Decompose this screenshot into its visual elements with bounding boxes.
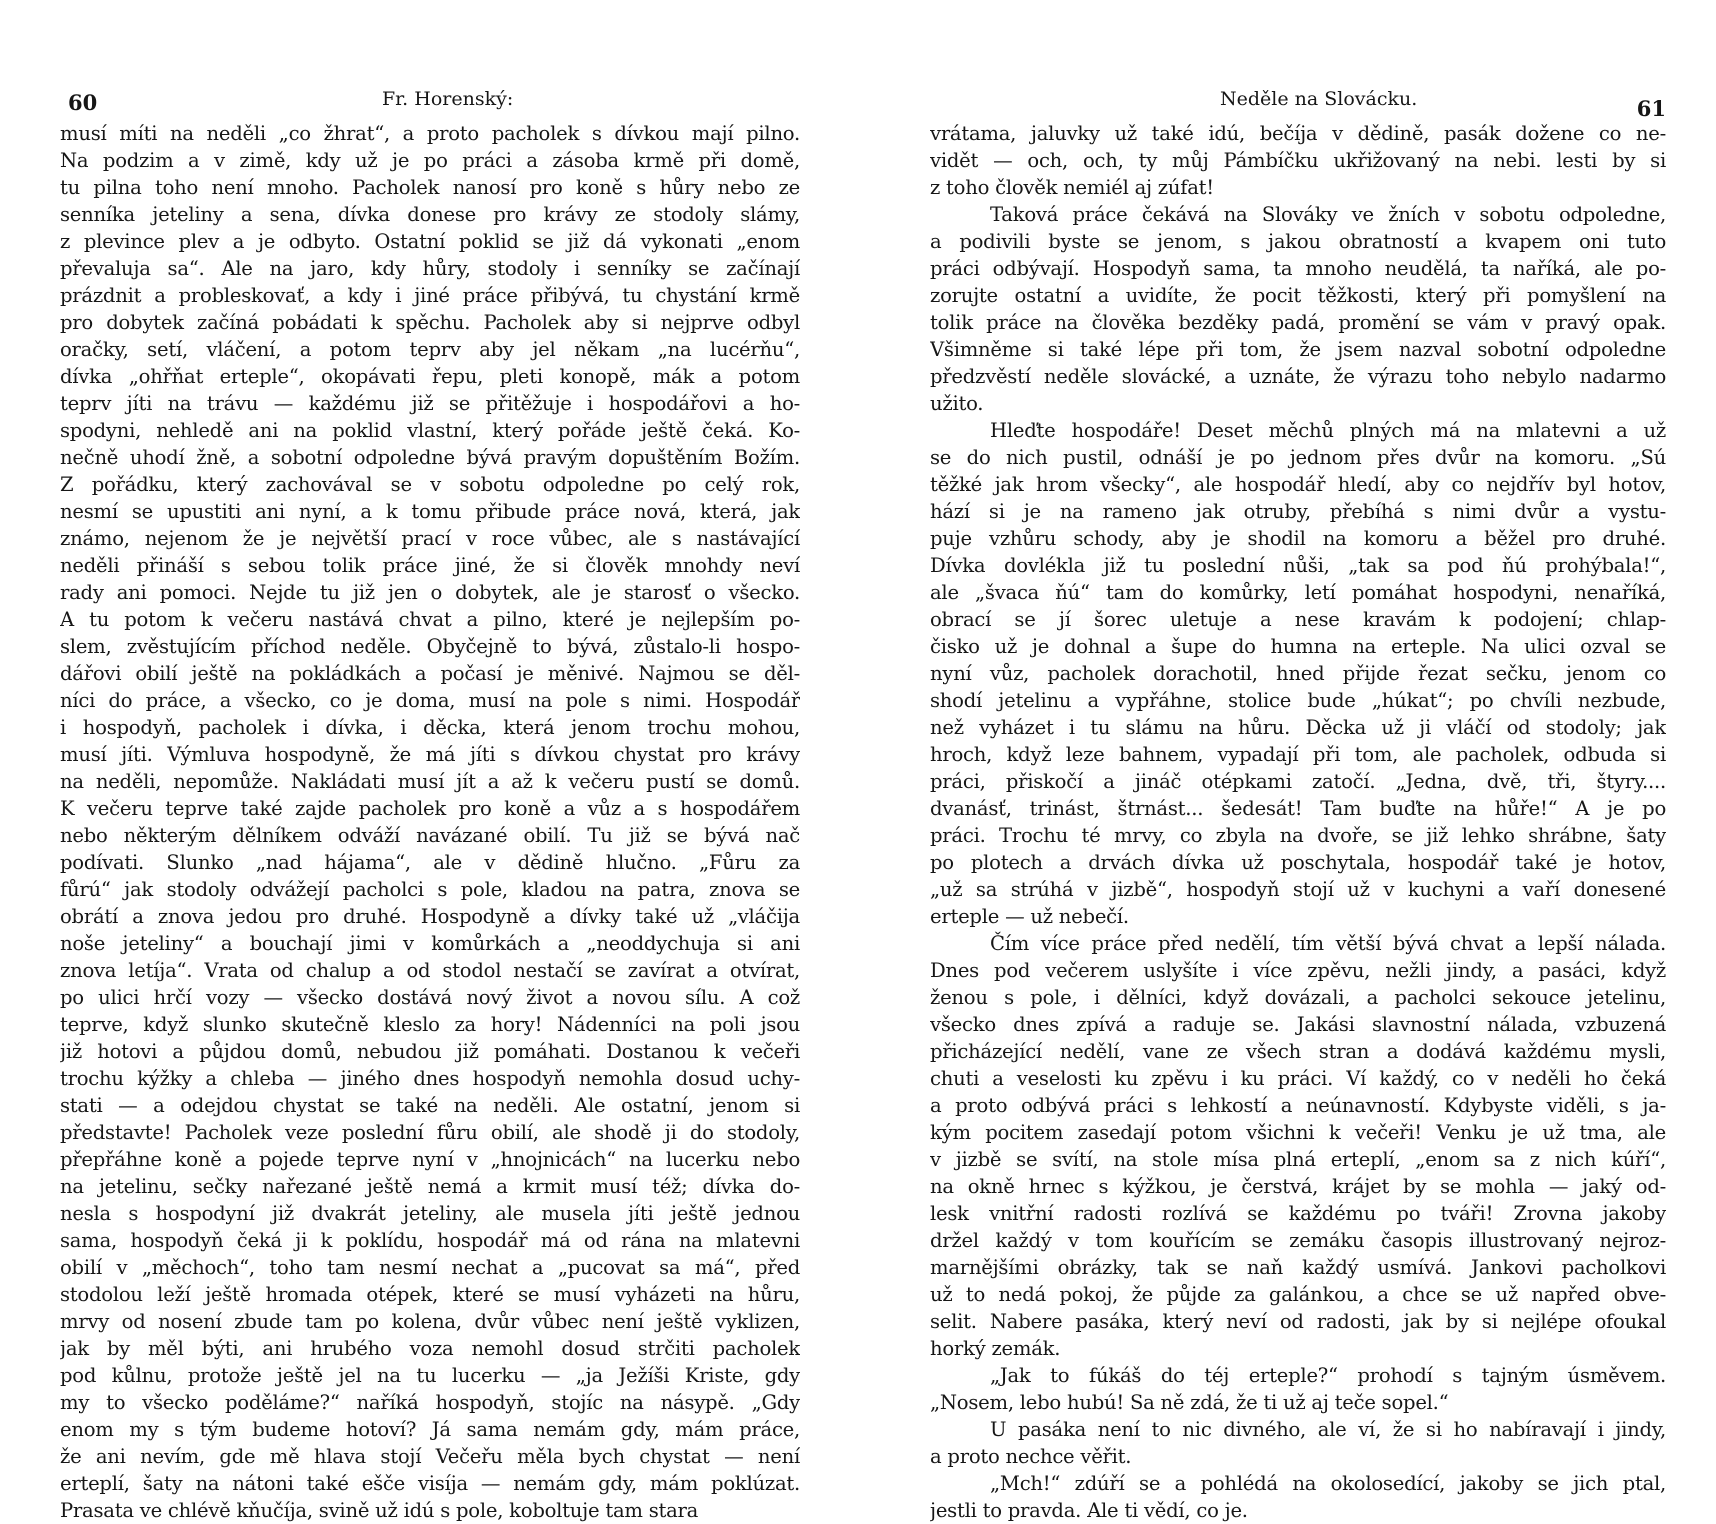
text-line: na neděli, nepomůže. Nakládati musí jít a až k večeru pustí se domů. <box>60 770 800 793</box>
text-line: selit. Nabere pasáka, který neví od radosti, jak by si nejlépe ofoukal <box>930 1310 1666 1333</box>
text-line: vrátama, jaluvky už také idú, bečíja v dědině, pasák dožene co ne- <box>930 122 1666 145</box>
text-line: erteple — už nebečí. <box>930 905 1129 928</box>
text-line: nesmí se upustiti ani nyní, a k tomu přibude práce nová, která, jak <box>60 500 800 523</box>
text-line: práci. Trochu té mrvy, co zbyla na dvoře, se již lehko shrábne, šaty <box>930 824 1666 847</box>
text-line: Dívka dovlékla již tu poslední nůši, „tak sa pod ňú prohýbala!“, <box>930 554 1666 577</box>
text-line: U pasáka není to nic divného, ale ví, že si ho nabíravají i jindy, <box>990 1418 1666 1441</box>
text-line: přepřáhne koně a pojede teprve nyní v „hnojnicách“ na lucerku nebo <box>60 1148 800 1171</box>
text-line: A tu potom k večeru nastává chvat a pilno, které je nejlepším po- <box>60 608 800 631</box>
text-line: nečně uhodí žně, a sobotní odpoledne bývá pravým dopuštěním Božím. <box>60 446 800 469</box>
text-line: znova letíja“. Vrata od chalup a od stodol nestačí se zavírat a otvírat, <box>60 959 800 982</box>
text-line: čisko už je dohnal a šupe do humna na erteple. Na ulici ozval se <box>930 635 1666 658</box>
text-line: než vyházet i tu slámu na hůru. Děcka už ji vláčí od stodoly; jak <box>930 716 1666 739</box>
text-line: fůrú“ jak stodoly odvážejí pacholci s pole, kladou na patra, znova se <box>60 878 800 901</box>
running-head: Fr. Horenský: <box>382 88 514 110</box>
text-line: erteplí, šaty na nátoni také ešče visíja — nemám gdy, mám poklúzat. <box>60 1472 800 1495</box>
text-line: a podivili byste se jenom, s jakou obratností a kvapem oni tuto <box>930 230 1666 253</box>
text-line: Prasata ve chlévě kňučíja, svině už idú s pole, koboltuje tam stara <box>60 1499 699 1522</box>
text-line: a proto odbývá práci s lehkostí a neúnavností. Kdybyste viděli, s ja- <box>930 1094 1666 1117</box>
text-line: jak by měl býti, ani hrubého voza nemohl dosud strčiti pacholek <box>60 1337 800 1360</box>
text-line: nyní vůz, pacholek dorachotil, hned přijde řezat sečku, jenom co <box>930 662 1666 685</box>
text-line: dvanásť, trinást, štrnást... šedesát! Tam buďte na hůře!“ A je po <box>930 797 1666 820</box>
text-line: obilí v „měchoch“, toho tam nesmí nechat a „pucovat sa má“, před <box>60 1256 800 1279</box>
text-line: ale „švaca ňú“ tam do komůrky, letí pomáhat hospodyni, nenaříká, <box>930 581 1666 604</box>
text-line: Čím více práce před nedělí, tím větší bývá chvat a lepší nálada. <box>990 932 1666 955</box>
text-line: obrací se jí šorec uletuje a nese kravám k podojení; chlap- <box>930 608 1666 631</box>
text-line: že ani nevím, gde mě hlava stojí Večeřu měla bych chystat — není <box>60 1445 800 1468</box>
text-line: „Mch!“ zdúří se a pohlédá na okolosedící, jakoby se jich ptal, <box>990 1472 1666 1495</box>
text-line: Taková práce čekává na Slováky ve žních v sobotu odpoledne, <box>990 203 1666 226</box>
text-line: „Jak to fúkáš do téj erteple?“ prohodí s tajným úsměvem. <box>990 1364 1666 1387</box>
text-line: hází si je na rameno jak otruby, přebíhá s nimi dvůr a vystu- <box>930 500 1666 523</box>
text-line: ženou s pole, i dělníci, když dovázali, a pacholci sekouce jetelinu, <box>930 986 1666 1009</box>
text-line: již hotovi a půjdou domů, nebudou již pomáhati. Dostanou k večeři <box>60 1040 800 1063</box>
text-line: stodolou leží ještě hromada otépek, které se musí vyházeti na hůru, <box>60 1283 800 1306</box>
text-line: Všimněme si také lépe při tom, že jsem nazval sobotní odpoledne <box>930 338 1666 361</box>
text-line: jestli to pravda. Ale ti vědí, co je. <box>930 1499 1248 1522</box>
text-line: prázdnit a probleskovať, a kdy i jiné práce přibývá, tu chystání krmě <box>60 284 800 307</box>
text-line: tolik práce na člověka bezděky padá, promění se vám v pravý opak. <box>930 311 1666 334</box>
text-line: držel každý v tom kouřícím se zemáku časopis illustrovaný nejroz- <box>930 1229 1666 1252</box>
page-text <box>60 120 800 1524</box>
text-line: hroch, když leze bahnem, vypadají při tom, ale pacholek, odbuda si <box>930 743 1666 766</box>
text-line: enom my s tým budeme hotoví? Já sama nemám gdy, mám práce, <box>60 1418 800 1441</box>
running-head: Neděle na Slovácku. <box>1220 88 1418 110</box>
text-line: a proto nechce věřit. <box>930 1445 1132 1468</box>
text-line: z toho člověk nemiél aj zúfat! <box>930 176 1214 199</box>
text-line: puje vzhůru schody, aby je shodil na komoru a běžel pro druhé. <box>930 527 1666 550</box>
left-page <box>60 0 800 1524</box>
text-line: musí jíti. Výmluva hospodyně, že má jíti s dívkou chystat pro krávy <box>60 743 800 766</box>
text-line: zorujte ostatní a uvidíte, že pocit těžkosti, který při pomyšlení na <box>930 284 1666 307</box>
page-header <box>60 0 800 120</box>
text-line: předzvěstí neděle slovácké, a uznáte, že výrazu toho nebylo nadarmo <box>930 365 1666 388</box>
page-header <box>930 0 1666 120</box>
text-line: stati — a odejdou chystat se také na neděli. Ale ostatní, jenom si <box>60 1094 800 1117</box>
text-line: neděli přináší s sebou tolik práce jiné, že si člověk mnohdy neví <box>60 554 800 577</box>
text-line: práci odbývají. Hospodyň sama, ta mnoho neudělá, ta naříká, ale po- <box>930 257 1666 280</box>
text-line: pod kůlnu, protože ještě jel na tu lucerku — „ja Ježíši Kriste, gdy <box>60 1364 800 1387</box>
text-line: na jetelinu, sečky nařezané ještě nemá a krmit musí též; dívka do- <box>60 1175 800 1198</box>
text-line: shodí jetelinu a vypřáhne, stolice bude „húkat“; po chvíli nezbude, <box>930 689 1666 712</box>
text-line: teprve, když slunko skutečně kleslo za hory! Nádenníci na poli jsou <box>60 1013 800 1036</box>
text-line: z plevince plev a je odbyto. Ostatní poklid se již dá vykonati „enom <box>60 230 800 253</box>
text-line: trochu kýžky a chleba — jiného dnes hospodyň nemohla dosud uchy- <box>60 1067 800 1090</box>
text-line: po ulici hrčí vozy — všecko dostává nový život a novou sílu. A což <box>60 986 800 1009</box>
text-line: v jizbě se svítí, na stole mísa plná erteplí, „enom sa z nich kúří“, <box>930 1148 1666 1171</box>
text-line: my to všecko poděláme?“ naříká hospodyň, stojíc na násypě. „Gdy <box>60 1391 800 1414</box>
text-line: i hospodyň, pacholek i dívka, i děcka, která jenom trochu mohou, <box>60 716 800 739</box>
text-line: senníka jeteliny a sena, dívka donese pro krávy ze stodoly slámy, <box>60 203 800 226</box>
text-line: níci do práce, a všecko, co je doma, musí na pole s nimi. Hospodář <box>60 689 800 712</box>
text-line: tu pilna toho není mnoho. Pacholek nanosí pro koně s hůry nebo ze <box>60 176 800 199</box>
text-line: těžké jak hrom všecky“, ale hospodář hledí, aby co nejdřív byl hotov, <box>930 473 1666 496</box>
text-line: teprv jíti na trávu — každému již se přitěžuje i hospodářovi a ho- <box>60 392 800 415</box>
text-line: vidět — och, och, ty můj Pámbíčku ukřižovaný na nebi. lesti by si <box>930 149 1666 172</box>
text-line: K večeru teprve také zajde pacholek pro koně a vůz a s hospodářem <box>60 797 800 820</box>
page-text <box>930 120 1666 1524</box>
text-line: Hleďte hospodáře! Deset měchů plných má na mlatevni a už <box>990 419 1666 442</box>
text-line: lesk vnitřní radosti rozlívá se každému po tváři! Zrovna jakoby <box>930 1202 1666 1225</box>
page-number: 60 <box>68 90 98 115</box>
text-line: na okně hrnec s kýžkou, je čerstvá, krájet by se mohla — jaký od- <box>930 1175 1666 1198</box>
text-line: práci, přiskočí a jináč otépkami zatočí. „Jedna, dvě, tři, štyry.... <box>930 770 1666 793</box>
text-line: noše jeteliny“ a bouchají jimi v komůrkách a „neoddychuja si ani <box>60 932 800 955</box>
text-line: přicházející nedělí, vane ze všech stran a dodává každému mysli, <box>930 1040 1666 1063</box>
text-line: převaluja sa“. Ale na jaro, kdy hůry, stodoly i senníky se začínají <box>60 257 800 280</box>
text-line: nesla s hospodyní již dvakrát jeteliny, ale musela jíti ještě jednou <box>60 1202 800 1225</box>
text-line: už to nedá pokoj, že půjde za galánkou, a chce se už napřed obve- <box>930 1283 1666 1306</box>
text-line: Dnes pod večerem uslyšíte i více zpěvu, nežli jindy, a pasáci, když <box>930 959 1666 982</box>
text-line: dářovi obilí ještě na pokládkách a počasí je měnivé. Najmou se děl- <box>60 662 800 685</box>
text-line: užito. <box>930 392 984 415</box>
text-line: po plotech a drvách dívka už poschytala, hospodář také je hotov, <box>930 851 1666 874</box>
text-line: „už sa strúhá v jizbě“, hospodyň stojí už v kuchyni a vaří donesené <box>930 878 1666 901</box>
page-number: 61 <box>1636 96 1666 121</box>
text-line: podívati. Slunko „nad hájama“, ale v dědině hlučno. „Fůru za <box>60 851 800 874</box>
text-line: nebo některým dělníkem odváží navázané obilí. Tu již se bývá nač <box>60 824 800 847</box>
text-line: rady ani pomoci. Nejde tu již jen o dobytek, ale je starosť o všecko. <box>60 581 800 604</box>
text-line: představte! Pacholek veze poslední fůru obilí, ale shodě ji do stodoly, <box>60 1121 800 1144</box>
text-line: musí míti na neděli „co žhrat“, a proto pacholek s dívkou mají pilno. <box>60 122 800 145</box>
text-line: slem, zvěstujícím příchod neděle. Obyčejně to bývá, zůstalo-li hospo- <box>60 635 800 658</box>
text-line: dívka „ohřňat erteple“, okopávati řepu, pleti konopě, mák a potom <box>60 365 800 388</box>
text-line: kým pocitem zasedají potom všichni k večeři! Venku je už tma, ale <box>930 1121 1666 1144</box>
text-line: marnějšími obrázky, tak se naň každý usmívá. Jankovi pacholkovi <box>930 1256 1666 1279</box>
text-line: spodyni, nehledě ani na poklid vlastní, který pořáde ještě čeká. Ko- <box>60 419 800 442</box>
text-line: „Nosem, lebo hubú! Sa ně zdá, že ti už aj teče sopel.“ <box>930 1391 1449 1414</box>
text-line: pro dobytek začíná pobádati k spěchu. Pacholek aby si nejprve odbyl <box>60 311 800 334</box>
text-line: chuti a veselosti ku zpěvu i ku práci. Ví každý, co v neděli ho čeká <box>930 1067 1666 1090</box>
right-page <box>930 0 1666 1524</box>
text-line: Na podzim a v zimě, kdy už je po práci a zásoba krmě při domě, <box>60 149 800 172</box>
text-line: oračky, setí, vláčení, a potom teprv aby jel někam „na lucérňu“, <box>60 338 800 361</box>
text-line: známo, nejenom že je největší prací v roce vůbec, ale s nastávající <box>60 527 800 550</box>
text-line: obrátí a znova jedou pro druhé. Hospodyně a dívky také už „vláčija <box>60 905 800 928</box>
text-line: mrvy od nosení zbude tam po kolena, dvůr vůbec není ještě vyklizen, <box>60 1310 800 1333</box>
text-line: sama, hospodyň čeká ji k poklídu, hospodář má od rána na mlatevni <box>60 1229 800 1252</box>
text-line: Z pořádku, který zachovával se v sobotu odpoledne po celý rok, <box>60 473 800 496</box>
text-line: všecko dnes zpívá a raduje se. Jakási slavnostní nálada, vzbuzená <box>930 1013 1666 1036</box>
text-line: horký zemák. <box>930 1337 1061 1360</box>
text-line: se do nich pustil, odnáší je po jednom přes dvůr na komoru. „Sú <box>930 446 1666 469</box>
